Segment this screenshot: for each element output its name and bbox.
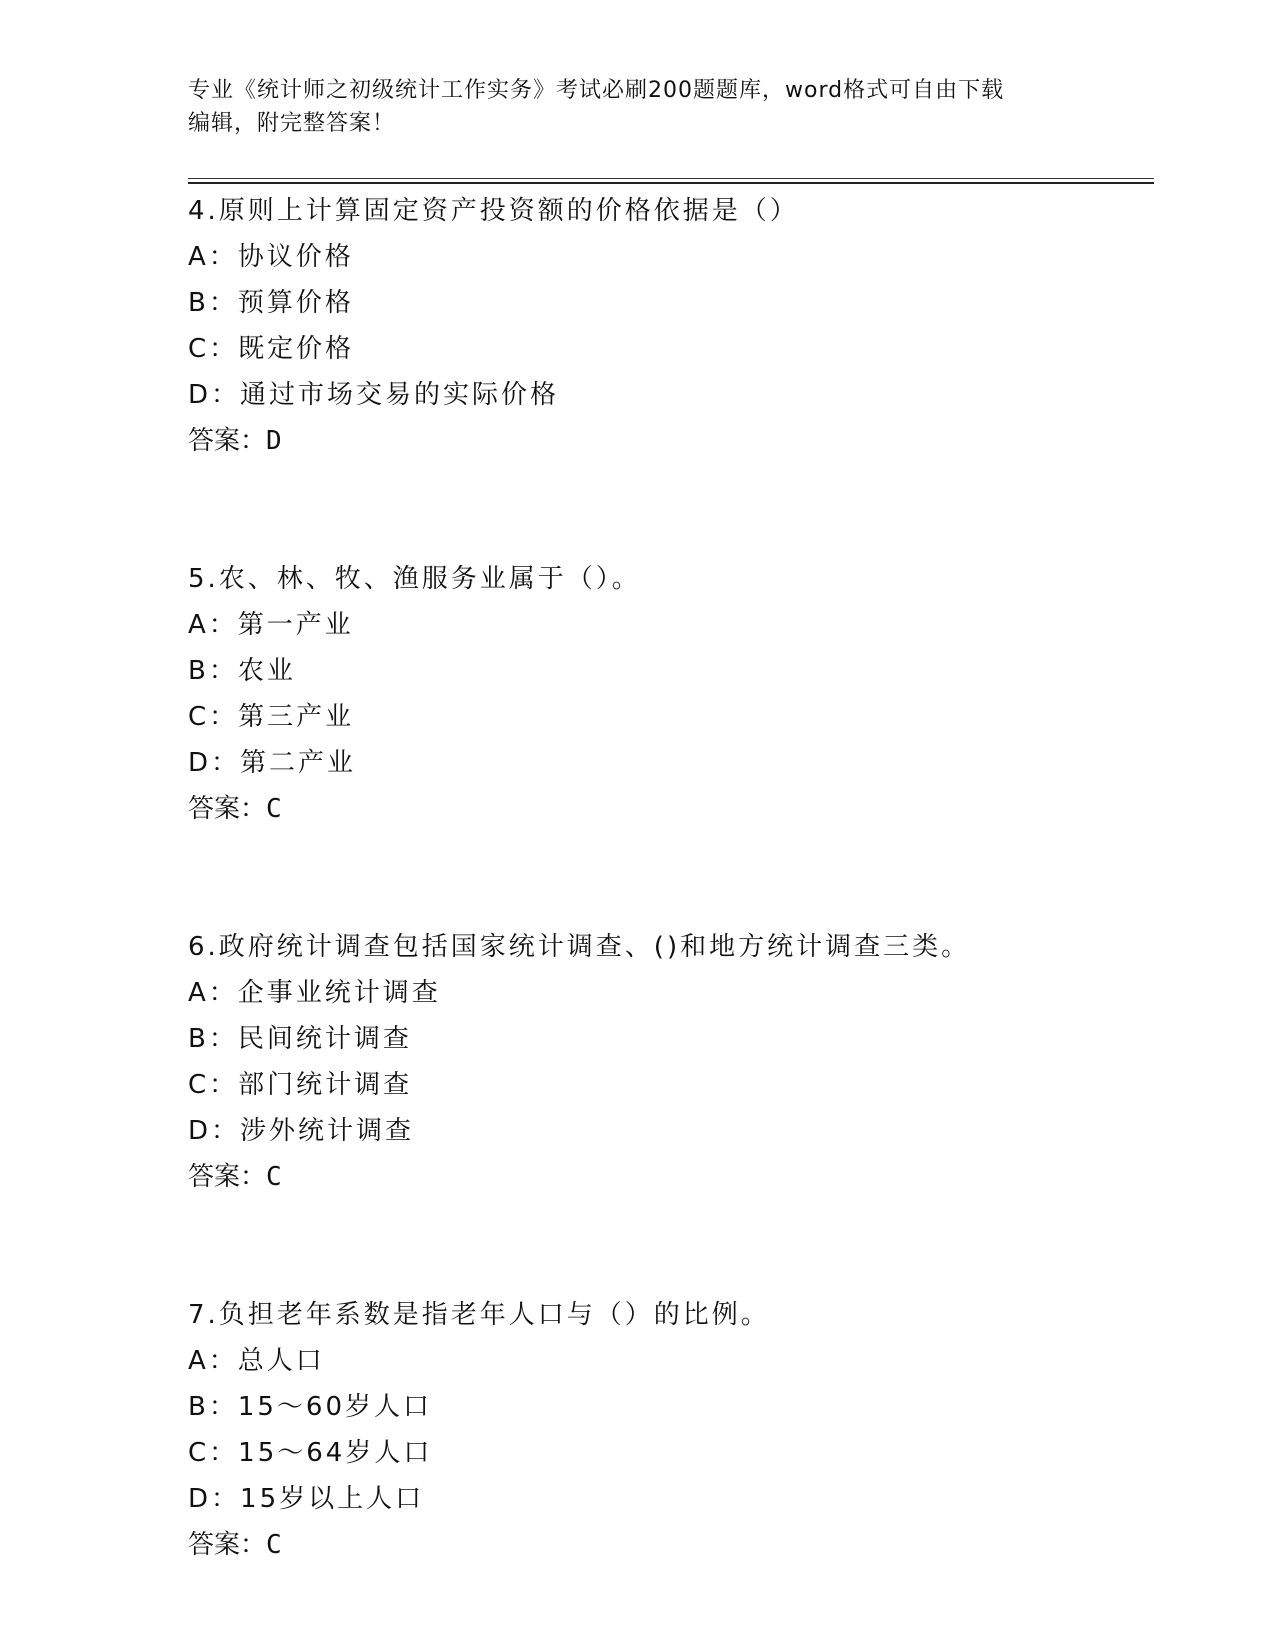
question-stem: 7.负担老年系数是指老年人口与（）的比例。 [188,1300,770,1330]
answer: 答案：C [188,1162,282,1192]
question-7 [188,1292,1148,1568]
option-c: C：部门统计调查 [188,1070,413,1100]
answer: 答案：C [188,1530,282,1560]
header-divider-thin [188,178,1154,179]
option-b: B：民间统计调查 [188,1024,412,1054]
option-c: C：第三产业 [188,702,355,732]
document-header [188,74,1088,140]
question-5 [188,556,1148,832]
question-stem: 6.政府统计调查包括国家统计调查、()和地方统计调查三类。 [188,932,971,962]
option-c: C：15～64岁人口 [188,1438,433,1468]
option-b: B：15～60岁人口 [188,1392,433,1422]
option-d: D：15岁以上人口 [188,1484,425,1514]
option-d: D：通过市场交易的实际价格 [188,380,560,410]
option-b: B：农业 [188,656,296,686]
option-d: D：涉外统计调查 [188,1116,415,1146]
question-4 [188,188,1148,464]
question-stem: 5.农、林、牧、渔服务业属于（）。 [188,564,641,594]
option-b: B：预算价格 [188,288,354,318]
header-divider-thick [188,182,1154,184]
answer: 答案：D [188,426,282,456]
option-a: A：企事业统计调查 [188,978,441,1008]
header-line-1: 专业《统计师之初级统计工作实务》考试必刷200题题库，word格式可自由下载 [188,78,1005,103]
answer: 答案：C [188,794,282,824]
question-stem: 4.原则上计算固定资产投资额的价格依据是（） [188,196,799,226]
option-a: A：总人口 [188,1346,325,1376]
option-c: C：既定价格 [188,334,355,364]
option-a: A：第一产业 [188,610,354,640]
question-list [188,188,1148,1568]
option-d: D：第二产业 [188,748,357,778]
option-a: A：协议价格 [188,242,354,272]
header-line-2: 编辑，附完整答案！ [188,111,396,136]
question-6 [188,924,1148,1200]
